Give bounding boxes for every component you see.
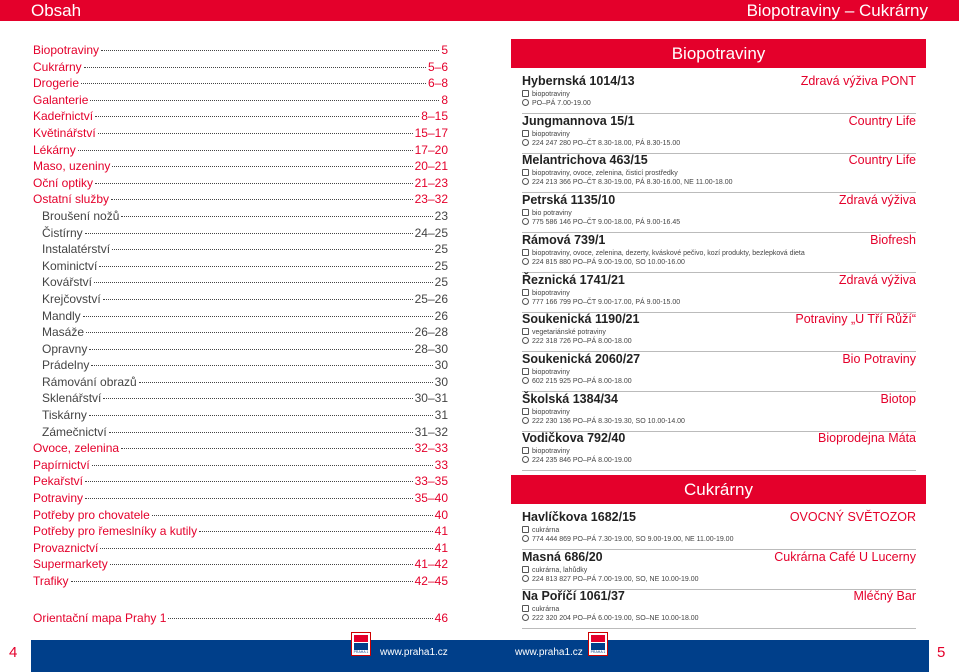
toc-label: Supermarkety: [33, 557, 108, 572]
toc-page: 5–6: [427, 59, 448, 74]
shop-contact-hours: 224 235 846 PO–PÁ 8.00-19.00: [532, 457, 632, 465]
shop-name: Bioprodejna Máta: [818, 431, 916, 446]
toc-label: Orientační mapa Prahy 1: [33, 610, 167, 625]
document-icon: [522, 447, 529, 454]
toc-leader: [85, 498, 413, 499]
toc-leader: [152, 515, 433, 516]
toc-label: Rámování obrazů: [42, 374, 137, 389]
toc-entry[interactable]: [33, 92, 448, 109]
toc-entry[interactable]: [33, 440, 448, 457]
toc-page: 42–45: [414, 574, 448, 588]
clock-icon: [522, 575, 529, 582]
shop-address: Soukenická 2060/27: [522, 351, 641, 366]
shop-listing: [522, 74, 916, 114]
section-heading-cukrarny: Cukrárny: [511, 475, 926, 504]
shop-type: biopotraviny: [532, 91, 570, 98]
section-heading-biopotraviny: Biopotraviny: [511, 39, 926, 68]
toc-leader: [111, 199, 413, 200]
shop-name: Mléčný Bar: [853, 589, 916, 603]
clock-icon: [522, 218, 529, 225]
toc-page: 35–40: [414, 491, 448, 506]
toc-label: Kominictví: [42, 258, 98, 273]
shop-contact-hours: 224 813 827 PO–PÁ 7.00-19.00, SO, NE 10.00-19.00: [532, 575, 699, 583]
shop-listing: [522, 510, 916, 550]
shop-listing: [522, 431, 916, 471]
toc-entry[interactable]: [33, 291, 448, 308]
toc-label: Masáže: [42, 325, 85, 340]
shop-listing: [522, 114, 916, 154]
toc-label: Čistírny: [42, 225, 83, 240]
toc-label: Galanterie: [33, 92, 89, 107]
toc-entry[interactable]: [33, 142, 448, 159]
toc-leader: [85, 481, 413, 482]
toc-label: Maso, uzeniny: [33, 159, 111, 174]
shop-name: Country Life: [848, 153, 916, 168]
toc-page: 20–21: [414, 159, 448, 174]
toc-entry[interactable]: [33, 258, 448, 275]
shop-contact-hours: 224 815 880 PO–PÁ 9.00-19.00, SO 10.00-16.00: [532, 258, 685, 266]
clock-icon: [522, 139, 529, 146]
toc-entry[interactable]: [33, 158, 448, 175]
toc-leader: [81, 83, 426, 84]
toc-leader: [95, 116, 419, 117]
toc-entry[interactable]: [33, 341, 448, 358]
clock-icon: [522, 456, 529, 463]
shop-type: bio potraviny: [532, 210, 572, 218]
praha1-logo: PRAHA 1: [351, 632, 371, 656]
shop-contact-hours: 602 215 925 PO–PÁ 8.00-18.00: [532, 377, 632, 385]
toc-entry[interactable]: [33, 308, 448, 325]
clock-icon: [522, 377, 529, 384]
shop-address: Na Poříčí 1061/37: [522, 589, 625, 603]
shop-listing: [522, 312, 916, 352]
document-icon: [522, 408, 529, 415]
shop-type: biopotraviny: [532, 130, 570, 138]
toc-entry[interactable]: [33, 473, 448, 490]
shop-type: cukrárna: [532, 606, 560, 613]
clock-icon: [522, 298, 529, 305]
toc-leader: [100, 548, 432, 549]
toc-label: Sklenářství: [42, 391, 102, 406]
toc-leader: [89, 415, 433, 416]
shop-name: Bio Potraviny: [842, 351, 916, 366]
shop-contact-hours: 224 247 280 PO–ČT 8.30-18.00, PÁ 8.30-15.00: [532, 139, 681, 147]
toc-entry[interactable]: [33, 424, 448, 441]
toc-leader: [94, 282, 433, 283]
toc-entry[interactable]: [33, 457, 448, 474]
shop-contact-hours: 222 230 136 PO–PÁ 8.30-19.30, SO 10.00-14.00: [532, 417, 685, 425]
shop-name: Potraviny „U Tří Růží“: [795, 312, 916, 327]
shop-address: Řeznická 1741/21: [522, 272, 625, 287]
page-title-left: Obsah: [31, 1, 82, 20]
toc-leader: [86, 332, 413, 333]
toc-page: 41: [434, 524, 448, 539]
toc-page: 17–20: [414, 142, 448, 157]
toc-page: 26: [434, 308, 448, 323]
toc-leader: [83, 316, 433, 317]
toc-entry[interactable]: [33, 42, 448, 59]
toc-page: 5: [441, 43, 448, 57]
shop-address: Havlíčkova 1682/15: [522, 510, 636, 524]
document-icon: [522, 289, 529, 296]
toc-leader: [85, 233, 413, 234]
toc-entry[interactable]: [33, 374, 448, 391]
toc-label: Lékárny: [33, 142, 76, 157]
toc-entry[interactable]: [33, 540, 448, 557]
document-icon: [522, 605, 529, 612]
shop-listing: [522, 273, 916, 313]
shop-type: biopotraviny: [532, 448, 570, 456]
web-link-right[interactable]: www.praha1.cz: [515, 647, 583, 658]
shop-name: Biofresh: [870, 232, 916, 247]
toc-label: Tiskárny: [42, 408, 87, 423]
toc-page: 28–30: [414, 341, 448, 356]
toc-label: Potřeby pro chovatele: [33, 507, 150, 522]
shop-address: Rámová 739/1: [522, 232, 606, 247]
toc-entry[interactable]: [33, 324, 448, 341]
document-icon: [522, 130, 529, 137]
toc-page: 30: [434, 374, 448, 389]
shop-contact-hours: 222 320 204 PO–PÁ 6.00-19.00, SO–NE 10.00-18.00: [532, 615, 699, 622]
shop-address: Petrská 1135/10: [522, 193, 616, 208]
shop-type: biopotraviny: [532, 368, 570, 376]
toc-entry[interactable]: [33, 490, 448, 507]
header-bar: [0, 0, 959, 21]
toc-label: Trafiky: [33, 574, 69, 588]
toc-page: 40: [434, 507, 448, 522]
shop-name: Country Life: [848, 113, 916, 128]
toc-leader: [95, 183, 413, 184]
shop-listing: [522, 352, 916, 392]
document-icon: [522, 90, 529, 97]
toc-leader: [103, 299, 413, 300]
toc-page: 26–28: [414, 325, 448, 340]
toc-entry[interactable]: [33, 507, 448, 524]
toc-leader: [101, 50, 439, 51]
table-of-contents: [33, 42, 448, 626]
toc-entry[interactable]: [33, 556, 448, 573]
toc-leader: [91, 365, 432, 366]
toc-leader: [92, 465, 433, 466]
shop-listing: [522, 233, 916, 273]
toc-page: 8: [441, 92, 448, 107]
toc-label: Kadeřnictví: [33, 109, 94, 124]
toc-leader: [121, 216, 432, 217]
shop-listing: [522, 153, 916, 193]
shop-contact-hours: 224 213 366 PO–ČT 8.30-19.00, PÁ 8.30-16.00, NE 11.00-18.00: [532, 179, 733, 187]
toc-entry[interactable]: [33, 125, 448, 142]
toc-page: 15–17: [414, 125, 448, 140]
praha1-logo: PRAHA 1: [588, 632, 608, 656]
document-icon: [522, 526, 529, 533]
shop-name: Cukrárna Café U Lucerny: [774, 549, 916, 564]
toc-leader: [89, 349, 412, 350]
toc-page: 46: [434, 610, 448, 625]
toc-entry[interactable]: [33, 108, 448, 125]
shop-type: biopotraviny: [532, 408, 570, 416]
toc-page: 31: [434, 408, 448, 423]
toc-label: Zámečnictví: [42, 424, 107, 439]
toc-entry[interactable]: [33, 75, 448, 92]
toc-leader: [112, 249, 433, 250]
toc-entry-map[interactable]: [33, 610, 448, 627]
toc-leader: [71, 581, 413, 582]
toc-entry[interactable]: [33, 357, 448, 374]
toc-entry[interactable]: [33, 59, 448, 76]
toc-page: 23–32: [414, 192, 448, 207]
toc-label: Květinářství: [33, 125, 96, 140]
footer-bar: [31, 640, 929, 672]
toc-leader: [78, 150, 413, 151]
shop-name: Zdravá výživa: [838, 272, 916, 287]
toc-label: Opravny: [42, 341, 88, 356]
toc-entry[interactable]: [33, 523, 448, 540]
toc-leader: [168, 618, 432, 619]
page-number-left: 4: [9, 644, 18, 661]
toc-page: 8–15: [421, 109, 448, 124]
shop-address: Školská 1384/34: [522, 391, 618, 406]
toc-page: 21–23: [414, 175, 448, 190]
toc-page: 23: [434, 208, 448, 223]
shop-contact-hours: PO–PÁ 7.00-19.00: [532, 100, 591, 107]
toc-page: 33–35: [414, 474, 448, 489]
document-icon: [522, 249, 529, 256]
toc-label: Provaznictví: [33, 540, 99, 555]
toc-label: Potraviny: [33, 491, 84, 506]
toc-entry[interactable]: [33, 191, 448, 208]
toc-page: 32–33: [414, 441, 448, 456]
toc-page: 31–32: [414, 424, 448, 439]
clock-icon: [522, 258, 529, 265]
shop-type: vegetariánské potraviny: [532, 329, 606, 337]
shop-listing: [522, 550, 916, 590]
toc-entry[interactable]: [33, 573, 448, 590]
toc-label: Biopotraviny: [33, 43, 100, 57]
toc-label: Ovoce, zelenina: [33, 441, 120, 456]
toc-leader: [90, 100, 439, 101]
shop-address: Melantrichova 463/15: [522, 153, 648, 168]
toc-page: 25: [434, 258, 448, 273]
toc-label: Instalatérství: [42, 242, 111, 257]
toc-label: Papírnictví: [33, 457, 90, 472]
shop-type: cukrárna, lahůdky: [532, 566, 588, 574]
document-icon: [522, 209, 529, 216]
toc-label: Cukrárny: [33, 59, 82, 74]
shop-name: Zdravá výživa PONT: [800, 74, 916, 88]
shop-listing: [522, 392, 916, 432]
toc-page: 33: [434, 457, 448, 472]
toc-label: Potřeby pro řemeslníky a kutily: [33, 524, 198, 539]
toc-page: 30–31: [414, 391, 448, 406]
page-number-right: 5: [937, 644, 946, 661]
web-link-left[interactable]: www.praha1.cz: [380, 647, 448, 658]
toc-entry[interactable]: [33, 274, 448, 291]
toc-leader: [109, 432, 413, 433]
clock-icon: [522, 178, 529, 185]
toc-leader: [121, 448, 413, 449]
toc-label: Broušení nožů: [42, 208, 120, 223]
shop-address: Hybernská 1014/13: [522, 74, 635, 88]
shop-type: cukrárna: [532, 527, 560, 534]
toc-entry[interactable]: [33, 407, 448, 424]
toc-entry[interactable]: [33, 175, 448, 192]
toc-leader: [103, 398, 412, 399]
toc-label: Ostatní služby: [33, 192, 110, 207]
toc-leader: [84, 67, 426, 68]
toc-entry[interactable]: [33, 241, 448, 258]
toc-label: Krejčovství: [42, 291, 101, 306]
clock-icon: [522, 99, 529, 106]
toc-leader: [99, 266, 432, 267]
toc-leader: [199, 531, 433, 532]
toc-leader: [112, 166, 412, 167]
shop-address: Masná 686/20: [522, 549, 603, 564]
clock-icon: [522, 417, 529, 424]
clock-icon: [522, 614, 529, 621]
shop-contact-hours: 222 318 726 PO–PÁ 8.00-18.00: [532, 338, 632, 346]
shop-address: Vodičkova 792/40: [522, 431, 626, 446]
toc-page: 25: [434, 242, 448, 257]
toc-entry[interactable]: [33, 208, 448, 225]
document-icon: [522, 328, 529, 335]
clock-icon: [522, 535, 529, 542]
toc-leader: [139, 382, 433, 383]
toc-label: Oční optiky: [33, 175, 94, 190]
shop-type: biopotraviny, ovoce, zelenina, dezerty, kváskové pečivo, kozí produkty, bezlepková dieta: [532, 249, 805, 257]
toc-page: 30: [434, 358, 448, 373]
shop-name: OVOCNÝ SVĚTOZOR: [789, 510, 916, 524]
shop-listing: [522, 589, 916, 629]
toc-leader: [110, 564, 413, 565]
shop-contact-hours: 777 166 799 PO–ČT 9.00-17.00, PÁ 9.00-15.00: [532, 298, 681, 306]
shop-type: biopotraviny: [532, 289, 570, 297]
page-title-right: Biopotraviny – Cukrárny: [746, 1, 928, 20]
toc-label: Prádelny: [42, 358, 90, 373]
shop-name: Zdravá výživa: [838, 193, 916, 208]
document-icon: [522, 368, 529, 375]
toc-label: Mandly: [42, 308, 81, 323]
shop-name: Biotop: [880, 391, 916, 406]
toc-label: Kovářství: [42, 275, 93, 290]
toc-page: 25–26: [414, 291, 448, 306]
shop-address: Soukenická 1190/21: [522, 312, 640, 327]
shop-contact-hours: 775 586 146 PO–ČT 9.00-18.00, PÁ 9.00-16.45: [532, 219, 681, 227]
shop-address: Jungmannova 15/1: [522, 113, 635, 128]
shop-type: biopotraviny, ovoce, zelenina, čisticí prostředky: [532, 170, 678, 178]
toc-page: 6–8: [427, 76, 448, 91]
document-icon: [522, 169, 529, 176]
shop-contact-hours: 774 444 869 PO–PÁ 7.30-19.00, SO 9.00-19.00, NE 11.00-19.00: [532, 536, 734, 543]
toc-leader: [98, 133, 413, 134]
toc-page: 25: [434, 275, 448, 290]
toc-label: Pekařství: [33, 474, 84, 489]
shop-listing: [522, 193, 916, 233]
toc-page: 41–42: [414, 557, 448, 572]
toc-page: 41: [434, 540, 448, 555]
toc-entry[interactable]: [33, 225, 448, 242]
document-icon: [522, 566, 529, 573]
toc-label: Drogerie: [33, 76, 80, 91]
toc-entry[interactable]: [33, 390, 448, 407]
clock-icon: [522, 337, 529, 344]
toc-page: 24–25: [414, 225, 448, 240]
